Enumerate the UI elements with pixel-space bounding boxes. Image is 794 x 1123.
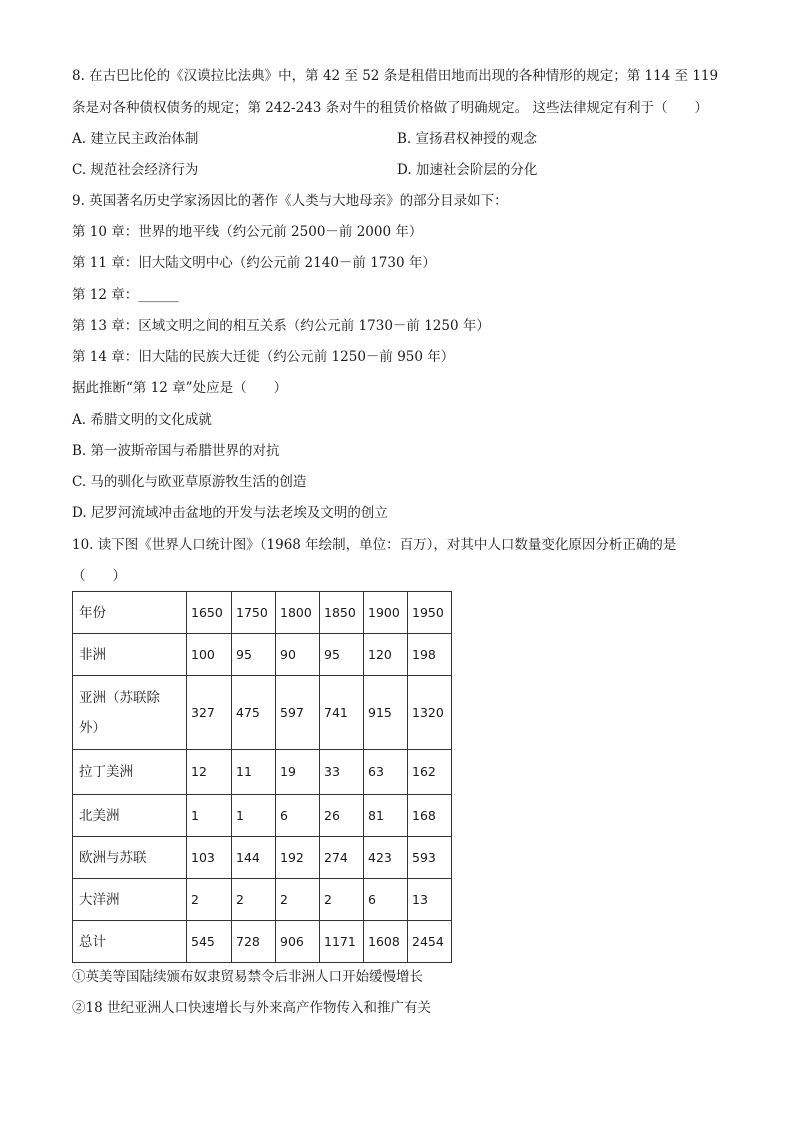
table-row-total	[73, 921, 452, 963]
table-cell: 741	[320, 676, 364, 750]
q9-option-c[interactable]: C. 马的驯化与欧亚草原游牧生活的创造	[72, 474, 307, 490]
table-cell: 1608	[364, 921, 408, 963]
population-table	[72, 591, 452, 963]
table-row	[73, 676, 452, 750]
table-cell: 6	[364, 879, 408, 921]
table-row	[73, 750, 452, 795]
table-cell: 1	[232, 795, 276, 837]
table-cell: 33	[320, 750, 364, 795]
table-cell: 198	[408, 634, 452, 676]
q9-chapter-12: 第 12 章：______	[72, 287, 179, 303]
table-cell: 19	[276, 750, 320, 795]
q9-option-b[interactable]: B. 第一波斯帝国与希腊世界的对抗	[72, 443, 280, 459]
q9-chapter-11: 第 11 章：旧大陆文明中心（约公元前 2140－前 1730 年）	[72, 255, 436, 271]
q10-statement-2: ②18 世纪亚洲人口快速增长与外来高产作物传入和推广有关	[72, 1000, 431, 1016]
q10-stem-line-1: 10. 读下图《世界人口统计图》（1968 年绘制，单位：百万），对其中人口数量变化原因分析正确的是	[72, 537, 677, 553]
row-label: 总计	[73, 921, 187, 963]
table-cell: 327	[187, 676, 232, 750]
table-cell: 2	[187, 879, 232, 921]
table-cell: 274	[320, 837, 364, 879]
q8-stem-line-1: 8. 在古巴比伦的《汉谟拉比法典》中，第 42 至 52 条是租借田地而出现的各种情形的规定；第 114 至 119	[72, 68, 719, 84]
q9-option-a[interactable]: A. 希腊文明的文化成就	[72, 412, 212, 428]
row-label: 大洋洲	[73, 879, 187, 921]
q9-stem: 9. 英国著名历史学家汤因比的著作《人类与大地母亲》的部分目录如下：	[72, 193, 508, 209]
row-label: 欧洲与苏联	[73, 837, 187, 879]
table-row	[73, 634, 452, 676]
table-cell: 95	[320, 634, 364, 676]
table-cell: 1	[187, 795, 232, 837]
table-cell: 103	[187, 837, 232, 879]
table-cell: 593	[408, 837, 452, 879]
row-label: 亚洲（苏联除外）	[73, 676, 187, 750]
table-cell: 728	[232, 921, 276, 963]
table-cell: 423	[364, 837, 408, 879]
q8-stem-line-2: 条是对各种债权债务的规定；第 242-243 条对牛的租赁价格做了明确规定。 这些法律规定有利于（ ）	[72, 100, 708, 116]
q8-option-b[interactable]: B. 宣扬君权神授的观念	[397, 131, 538, 147]
table-cell: 162	[408, 750, 452, 795]
table-cell: 906	[276, 921, 320, 963]
table-cell: 192	[276, 837, 320, 879]
table-cell: 2	[232, 879, 276, 921]
table-cell: 6	[276, 795, 320, 837]
q9-chapter-13: 第 13 章：区域文明之间的相互关系（约公元前 1730－前 1250 年）	[72, 318, 490, 334]
table-cell: 13	[408, 879, 452, 921]
year-cell: 1800	[276, 592, 320, 634]
table-cell: 120	[364, 634, 408, 676]
q9-option-d[interactable]: D. 尼罗河流域冲击盆地的开发与法老埃及文明的创立	[72, 505, 388, 521]
table-cell: 1320	[408, 676, 452, 750]
year-cell: 1950	[408, 592, 452, 634]
table-cell: 81	[364, 795, 408, 837]
row-label: 北美洲	[73, 795, 187, 837]
table-cell: 915	[364, 676, 408, 750]
year-cell: 1650	[187, 592, 232, 634]
table-cell: 11	[232, 750, 276, 795]
table-cell: 475	[232, 676, 276, 750]
q9-chapter-10: 第 10 章：世界的地平线（约公元前 2500－前 2000 年）	[72, 224, 423, 240]
q8-option-a[interactable]: A. 建立民主政治体制	[72, 131, 199, 147]
table-cell: 545	[187, 921, 232, 963]
year-cell: 1750	[232, 592, 276, 634]
table-row	[73, 837, 452, 879]
table-cell: 168	[408, 795, 452, 837]
q9-chapter-14: 第 14 章：旧大陆的民族大迁徙（约公元前 1250－前 950 年）	[72, 349, 455, 365]
table-cell: 2	[320, 879, 364, 921]
table-cell: 597	[276, 676, 320, 750]
table-cell: 26	[320, 795, 364, 837]
table-row	[73, 879, 452, 921]
table-cell: 100	[187, 634, 232, 676]
q10-statement-1: ①英美等国陆续颁布奴隶贸易禁令后非洲人口开始缓慢增长	[72, 969, 423, 985]
year-cell: 1900	[364, 592, 408, 634]
table-cell: 12	[187, 750, 232, 795]
table-cell: 2454	[408, 921, 452, 963]
table-cell: 2	[276, 879, 320, 921]
table-row	[73, 795, 452, 837]
table-cell: 90	[276, 634, 320, 676]
q10-stem-line-2: （ ）	[72, 568, 126, 584]
q8-option-d[interactable]: D. 加速社会阶层的分化	[397, 162, 538, 178]
table-cell: 95	[232, 634, 276, 676]
year-cell: 1850	[320, 592, 364, 634]
table-cell: 63	[364, 750, 408, 795]
q8-option-c[interactable]: C. 规范社会经济行为	[72, 162, 199, 178]
table-header-row	[73, 592, 452, 634]
table-cell: 144	[232, 837, 276, 879]
table-header-label: 年份	[73, 592, 187, 634]
row-label: 拉丁美洲	[73, 750, 187, 795]
row-label: 非洲	[73, 634, 187, 676]
table-cell: 1171	[320, 921, 364, 963]
q9-question: 据此推断“第 12 章”处应是（ ）	[72, 380, 288, 396]
